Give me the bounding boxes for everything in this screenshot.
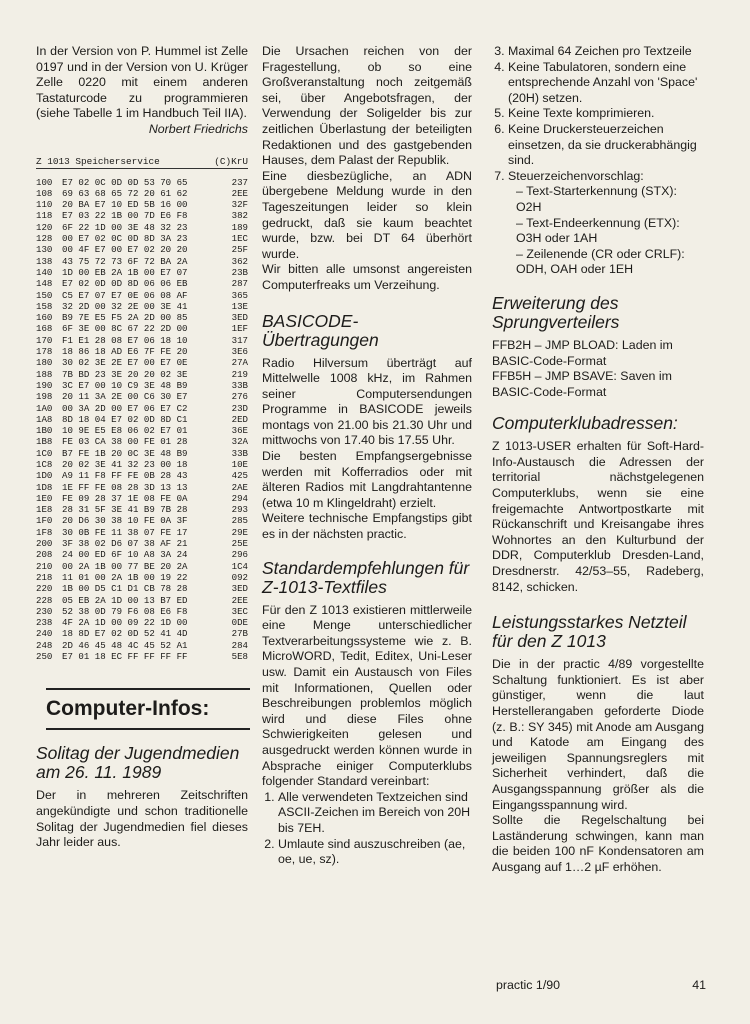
memory-dump-row [36, 549, 248, 560]
page-footer [496, 978, 706, 992]
memory-dump-address: 1C0 [36, 447, 53, 459]
memory-dump-checksum: 219 [231, 368, 248, 380]
memory-dump-address: 220 [36, 583, 53, 595]
memory-dump-address: 208 [36, 549, 53, 561]
memory-dump-bytes: B7 FE 1B 20 0C 3E 48 B9 [62, 447, 188, 459]
sprungverteiler-line-1: FFB2H – JMP BLOAD: Laden im BASIC-Code-Format [492, 337, 673, 368]
memory-dump-checksum: 2EE [231, 187, 248, 199]
memory-dump-address: 118 [36, 210, 53, 222]
memory-dump-address: 108 [36, 187, 53, 199]
basicode-paragraph-2: Die besten Empfangsergebnisse werden mit Kofferradios oder mit älteren Radios mit Langdrahtantenne (etwa 10 m Klingeldraht) erzielt. [262, 449, 472, 510]
memory-dump-checksum: 3EC [231, 605, 248, 617]
memory-dump-checksum: 293 [231, 504, 248, 516]
memory-dump-row [36, 493, 248, 504]
memory-dump-checksum: 1EF [231, 323, 248, 335]
memory-dump-address: 130 [36, 244, 53, 256]
memory-dump-bytes: 8D 18 04 E7 02 0D 8D C1 [62, 413, 188, 425]
memory-dump-row [36, 572, 248, 583]
standard-heading: Standardempfehlungen für Z-1013-Textfiles [262, 557, 470, 597]
memory-dump-row [36, 301, 248, 312]
memory-dump-bytes: 20 BA E7 10 ED 5B 16 00 [62, 199, 188, 211]
memory-dump-row [36, 380, 248, 391]
memory-dump-row [36, 595, 248, 606]
memory-dump-copyright: (C)KrU [214, 155, 248, 167]
memory-dump-row [36, 470, 248, 481]
memory-dump-bytes: 28 31 5F 3E 41 B9 7B 28 [62, 504, 188, 516]
memory-dump-row [36, 210, 248, 221]
memory-dump-address: 218 [36, 571, 53, 583]
memory-dump-bytes: B9 7E E5 F5 2A 2D 00 85 [62, 312, 188, 324]
control-char-item: – Zeilenende (CR oder CRLF): ODH, OAH oder 1EH [516, 247, 704, 278]
memory-dump-bytes: 1E FF FE 08 28 3D 13 13 [62, 481, 188, 493]
memory-dump-checksum: 33B [231, 447, 248, 459]
memory-dump-row [36, 369, 248, 380]
memory-dump-address: 210 [36, 560, 53, 572]
memory-dump-header [36, 156, 248, 169]
memory-dump-address: 1B8 [36, 436, 53, 448]
standard-list-continued [492, 44, 704, 278]
memory-dump-row [36, 199, 248, 210]
memory-dump-bytes: 30 02 3E 2E E7 00 E7 0E [62, 357, 188, 369]
control-char-item: – Text-Endeerkennung (ETX): O3H oder 1AH [516, 216, 704, 247]
memory-dump-address: 1E8 [36, 504, 53, 516]
memory-dump-row [36, 346, 248, 357]
memory-dump-checksum: 2ED [231, 413, 248, 425]
sprungverteiler-line-2: FFB5H – JMP BSAVE: Saven im BASIC-Code-Format [492, 369, 672, 399]
memory-dump-address: 178 [36, 346, 53, 358]
memory-dump-row [36, 617, 248, 628]
column-middle [262, 44, 472, 868]
memory-dump-bytes: 18 86 18 AD E6 7F FE 20 [62, 346, 188, 358]
computerklub-paragraph: Z 1013-USER erhalten für Soft-Hard-Info-Austausch die Adressen der territorial nächstgelegenen Computerklubs, wenn sie eine freigemachte Antwortpostkarte mit Rückanschrift und Kreisangabe ihres Wohnortes an den Kulturbund der DDR, Computerklub Dresden-Land, Dresdnerstr. 42/53–55, Radeberg, 8142, schicken. [492, 439, 704, 594]
memory-dump-checksum: 3ED [231, 583, 248, 595]
memory-dump-bytes: 1D 00 EB 2A 1B 00 E7 07 [62, 266, 188, 278]
memory-dump-row [36, 177, 248, 188]
memory-dump-address: 1F8 [36, 526, 53, 538]
control-char-sublist [508, 184, 704, 278]
netzteil-heading: Leistungsstarkes Netzteil für den Z 1013 [492, 612, 687, 652]
memory-dump-bytes: 2D 46 45 48 4C 45 52 A1 [62, 639, 188, 651]
memory-dump-bytes: 1B 00 D5 C1 D1 CB 78 28 [62, 583, 188, 595]
memory-dump-row [36, 606, 248, 617]
memory-dump-bytes: 43 75 72 73 6F 72 BA 2A [62, 255, 188, 267]
computerklub-heading: Computerklubadressen: [492, 413, 678, 434]
memory-dump-checksum: 287 [231, 278, 248, 290]
memory-dump-bytes: 11 01 00 2A 1B 00 19 22 [62, 571, 188, 583]
memory-dump-address: 140 [36, 266, 53, 278]
memory-dump-address: 250 [36, 651, 53, 663]
memory-dump-bytes: 3C E7 00 10 C9 3E 48 B9 [62, 379, 188, 391]
memory-dump-row [36, 651, 248, 662]
issue-label: practic 1/90 [496, 978, 561, 992]
memory-dump-checksum: 1C4 [231, 560, 248, 572]
memory-dump-row [36, 312, 248, 323]
memory-dump-checksum: 092 [231, 571, 248, 583]
standard-paragraph: Für den Z 1013 existieren mittlerweile eine Menge unterschiedlicher Textverarbeitungssysteme wie z. B. MicroWORD, Tedit, Editex, Uni-Leser usw. Damit ein Austausch von Files mit Informationen, Quellen oder Beschreibungen problemlos möglich wird und diese Files ohne Schwierigkeiten gelesen und ausgedruckt werden können wurde in Absprache einiger Computerklubs folgender Standard vereinbart: [262, 602, 472, 789]
control-char-label: Steuerzeichenvorschlag: [508, 168, 644, 183]
memory-dump-address: 200 [36, 538, 53, 550]
standard-list-item: 6. Keine Druckersteuerzeichen einsetzen, da sie druckerabhängig sind. [508, 122, 704, 169]
memory-dump-bytes: 18 8D E7 02 0D 52 41 4D [62, 628, 188, 640]
memory-dump-checksum: 317 [231, 334, 248, 346]
memory-dump-checksum: 3ED [231, 312, 248, 324]
memory-dump-address: 100 [36, 176, 53, 188]
memory-dump-row [36, 538, 248, 549]
memory-dump-address: 228 [36, 594, 53, 606]
memory-dump-row [36, 256, 248, 267]
memory-dump-row [36, 403, 248, 414]
memory-dump-row [36, 628, 248, 639]
memory-dump-address: 168 [36, 323, 53, 335]
memory-dump-row [36, 278, 248, 289]
memory-dump-checksum: 1EC [231, 233, 248, 245]
solitag-heading: Solitag der Jugendmedien am 26. 11. 1989 [36, 743, 240, 783]
memory-dump-bytes: E7 02 0D 0D 8D 06 06 EB [62, 278, 188, 290]
standard-list-item: 4. Keine Tabulatoren, sondern eine entsprechende Anzahl von 'Space' (20H) setzen. [508, 60, 704, 107]
memory-dump-checksum: 29E [231, 526, 248, 538]
memory-dump-address: 238 [36, 617, 53, 629]
memory-dump-checksum: 5E8 [231, 651, 248, 663]
memory-dump-checksum: 2AE [231, 481, 248, 493]
memory-dump-row [36, 290, 248, 301]
memory-dump-bytes: 69 63 68 65 72 20 61 62 [62, 187, 188, 199]
memory-dump-checksum: 284 [231, 639, 248, 651]
memory-dump-bytes: 30 0B FE 11 38 07 FE 17 [62, 526, 188, 538]
memory-dump-address: 150 [36, 289, 53, 301]
memory-dump-address: 198 [36, 391, 53, 403]
control-char-item: – Text-Starterkennung (STX): O2H [516, 184, 704, 215]
memory-dump-bytes: A9 11 F8 FF FE 0B 28 43 [62, 470, 188, 482]
memory-dump-address: 1F0 [36, 515, 53, 527]
column-left [36, 44, 248, 851]
memory-dump-address: 148 [36, 278, 53, 290]
memory-dump-row [36, 323, 248, 334]
memory-dump-checksum: 0DE [231, 617, 248, 629]
memory-dump-row [36, 222, 248, 233]
memory-dump-address: 1A8 [36, 413, 53, 425]
memory-dump-bytes: 05 EB 2A 1D 00 13 B7 ED [62, 594, 188, 606]
memory-dump-bytes: E7 01 18 EC FF FF FF FF [62, 651, 188, 663]
memory-dump-listing [36, 177, 248, 663]
memory-dump-bytes: 20 02 3E 41 32 23 00 18 [62, 458, 188, 470]
memory-dump-address: 1B0 [36, 425, 53, 437]
memory-dump-row [36, 391, 248, 402]
standard-list-item: 2. Umlaute sind auszuschreiben (ae, oe, ue, sz). [278, 837, 472, 868]
netzteil-paragraph-2: Sollte die Regelschaltung bei Laständerung schwingen, kann man die beiden 100 nF Kondensatoren am Ausgang auf 1…2 µF erhöhen. [492, 813, 704, 874]
memory-dump-address: 138 [36, 255, 53, 267]
memory-dump-address: 170 [36, 334, 53, 346]
standard-list-item: 3. Maximal 64 Zeichen pro Textzeile [508, 44, 704, 60]
standard-list-item [508, 169, 704, 278]
memory-dump-checksum: 3E6 [231, 346, 248, 358]
memory-dump-checksum: 27B [231, 628, 248, 640]
basicode-heading: BASICODE-Übertragungen [262, 310, 379, 350]
memory-dump-row [36, 244, 248, 255]
memory-dump-address: 180 [36, 357, 53, 369]
memory-dump-address: 1D0 [36, 470, 53, 482]
standard-list-item: 5. Keine Texte komprimieren. [508, 106, 704, 122]
memory-dump-bytes: FE 09 28 37 1E 08 FE 0A [62, 492, 188, 504]
memory-dump-bytes: 20 11 3A 2E 00 C6 30 E7 [62, 391, 188, 403]
memory-dump-row [36, 357, 248, 368]
standard-list [262, 790, 472, 868]
memory-dump-checksum: 2EE [231, 594, 248, 606]
page-number: 41 [692, 978, 706, 992]
memory-dump-checksum: 365 [231, 289, 248, 301]
memory-dump-row [36, 515, 248, 526]
memory-dump-address: 188 [36, 368, 53, 380]
memory-dump-address: 120 [36, 221, 53, 233]
memory-dump-bytes: 00 E7 02 0C 0D 8D 3A 23 [62, 233, 188, 245]
section-title: Computer-Infos: [46, 688, 250, 730]
memory-dump-address: 128 [36, 233, 53, 245]
memory-dump-row [36, 482, 248, 493]
memory-dump-row [36, 459, 248, 470]
memory-dump-bytes: 20 D6 30 38 10 FE 0A 3F [62, 515, 188, 527]
sprungverteiler-heading: Erweiterung des Sprungverteilers [492, 292, 620, 332]
memory-dump-title: Z 1013 Speicherservice [36, 155, 160, 167]
memory-dump-row [36, 504, 248, 515]
memory-dump-row [36, 188, 248, 199]
memory-dump-checksum: 294 [231, 492, 248, 504]
memory-dump-checksum: 27A [231, 357, 248, 369]
memory-dump-bytes: 00 2A 1B 00 77 BE 20 2A [62, 560, 188, 572]
memory-dump-row [36, 640, 248, 651]
memory-dump-address: 248 [36, 639, 53, 651]
memory-dump-row [36, 436, 248, 447]
basicode-paragraph-3: Weitere technische Empfangstips gibt es in der nächsten practic. [262, 511, 472, 542]
memory-dump-row [36, 233, 248, 244]
memory-dump-checksum: 25F [231, 244, 248, 256]
memory-dump-checksum: 13E [231, 300, 248, 312]
memory-dump-address: 240 [36, 628, 53, 640]
memory-dump-checksum: 32A [231, 436, 248, 448]
memory-dump-bytes: 00 4F E7 00 E7 02 20 20 [62, 244, 188, 256]
memory-dump-row [36, 425, 248, 436]
memory-dump-bytes: C5 E7 07 E7 0E 06 08 AF [62, 289, 188, 301]
memory-dump-checksum: 36E [231, 425, 248, 437]
memory-dump-bytes: 6F 3E 00 8C 67 22 2D 00 [62, 323, 188, 335]
memory-dump-row [36, 335, 248, 346]
memory-dump-bytes: 6F 22 1D 00 3E 48 32 23 [62, 221, 188, 233]
memory-dump-address: 230 [36, 605, 53, 617]
memory-dump-address: 1E0 [36, 492, 53, 504]
memory-dump-checksum: 33B [231, 379, 248, 391]
memory-dump-address: 1A0 [36, 402, 53, 414]
solitag-continued-2: Eine diesbezügliche, an ADN übergebene Meldung wurde in den Tageszeitungen leider so klein gedruckt, daß sie kaum beachtet wurde, bzw. bei DT 64 überhört wurde. [262, 168, 472, 261]
memory-dump-bytes: 32 2D 00 32 2E 00 3E 41 [62, 300, 188, 312]
memory-dump-bytes: E7 02 0C 0D 0D 53 70 65 [62, 176, 188, 188]
memory-dump-checksum: 276 [231, 391, 248, 403]
memory-dump-address: 110 [36, 199, 53, 211]
memory-dump-bytes: 00 3A 2D 00 E7 06 E7 C2 [62, 402, 188, 414]
memory-dump-checksum: 25E [231, 538, 248, 550]
column-right [492, 44, 704, 876]
memory-dump-bytes: 4F 2A 1D 00 09 22 1D 00 [62, 617, 188, 629]
memory-dump-address: 1C8 [36, 458, 53, 470]
memory-dump-row [36, 583, 248, 594]
netzteil-paragraph-1: Die in der practic 4/89 vorgestellte Schaltung funktioniert. Es ist aber günstiger, wenn die laut Herstellerangaben geforderte Diode (z. B.: SY 345) mit Anode am Ausgang und Katode am Eingang des jeweiligen Spannungsreglers mit Sicherheit verhindert, daß die Ausgangsspannung größer als die Eingangsspannung wird. [492, 657, 704, 812]
memory-dump-bytes: 3F 38 02 D6 07 38 AF 21 [62, 538, 188, 550]
memory-dump-row [36, 527, 248, 538]
memory-dump-checksum: 10E [231, 458, 248, 470]
memory-dump-bytes: 52 38 0D 79 F6 08 E6 F8 [62, 605, 188, 617]
memory-dump-checksum: 32F [231, 199, 248, 211]
memory-dump-row [36, 561, 248, 572]
memory-dump-row [36, 267, 248, 278]
memory-dump-bytes: 7B BD 23 3E 20 20 02 3E [62, 368, 188, 380]
memory-dump-checksum: 382 [231, 210, 248, 222]
memory-dump-bytes: E7 03 22 1B 00 7D E6 F8 [62, 210, 188, 222]
memory-dump-address: 1D8 [36, 481, 53, 493]
memory-dump-checksum: 362 [231, 255, 248, 267]
memory-dump-checksum: 425 [231, 470, 248, 482]
memory-dump-row [36, 414, 248, 425]
memory-dump-bytes: FE 03 CA 38 00 FE 01 28 [62, 436, 188, 448]
memory-dump-row [36, 448, 248, 459]
memory-dump-address: 190 [36, 379, 53, 391]
memory-dump-checksum: 285 [231, 515, 248, 527]
memory-dump-checksum: 189 [231, 221, 248, 233]
memory-dump-bytes: 10 9E E5 E8 06 02 E7 01 [62, 425, 188, 437]
author-signature: Norbert Friedrichs [148, 121, 248, 136]
memory-dump-checksum: 23B [231, 266, 248, 278]
solitag-paragraph: Der in mehreren Zeitschriften angekündigte und schon traditionelle Solitag der Jugendmedien fiel dieses Jahr leider aus. [36, 788, 248, 850]
memory-dump-checksum: 237 [231, 176, 248, 188]
solitag-continued-1: Die Ursachen reichen von der Fragestellung, ob so eine Großveranstaltung noch zeitgemäß sei, über Angebotsfragen, der Verwendung der Soligelder bis zur zeitlichen Überlastung der beteiligten Redaktionen und des gastgebenden Hauses, dem Palast der Republik. [262, 44, 472, 168]
standard-list-item: 1. Alle verwendeten Textzeichen sind ASCII-Zeichen im Bereich von 20H bis 7EH. [278, 790, 472, 837]
memory-dump-checksum: 296 [231, 549, 248, 561]
memory-dump-bytes: F1 E1 28 08 E7 06 18 10 [62, 334, 188, 346]
basicode-paragraph-1: Radio Hilversum überträgt auf Mittelwelle 1008 kHz, im Rahmen seiner Computersendungen Programme in BASICODE jeweils montags von 21.00 bis 21.30 Uhr und mittwochs von 17.40 bis 17.55 Uhr. [262, 355, 472, 448]
intro-paragraph: In der Version von P. Hummel ist Zelle 0197 und in der Version von U. Krüger Zelle 0220 mit einem anderen Tastaturcode zu programmieren (siehe Tabelle 1 im Handbuch Teil IIA). [36, 44, 248, 121]
memory-dump-bytes: 24 00 ED 6F 10 A8 3A 24 [62, 549, 188, 561]
memory-dump-checksum: 23D [231, 402, 248, 414]
memory-dump-address: 160 [36, 312, 53, 324]
memory-dump-address: 158 [36, 300, 53, 312]
solitag-continued-3: Wir bitten alle umsonst angereisten Computerfreaks um Verzeihung. [262, 262, 472, 292]
